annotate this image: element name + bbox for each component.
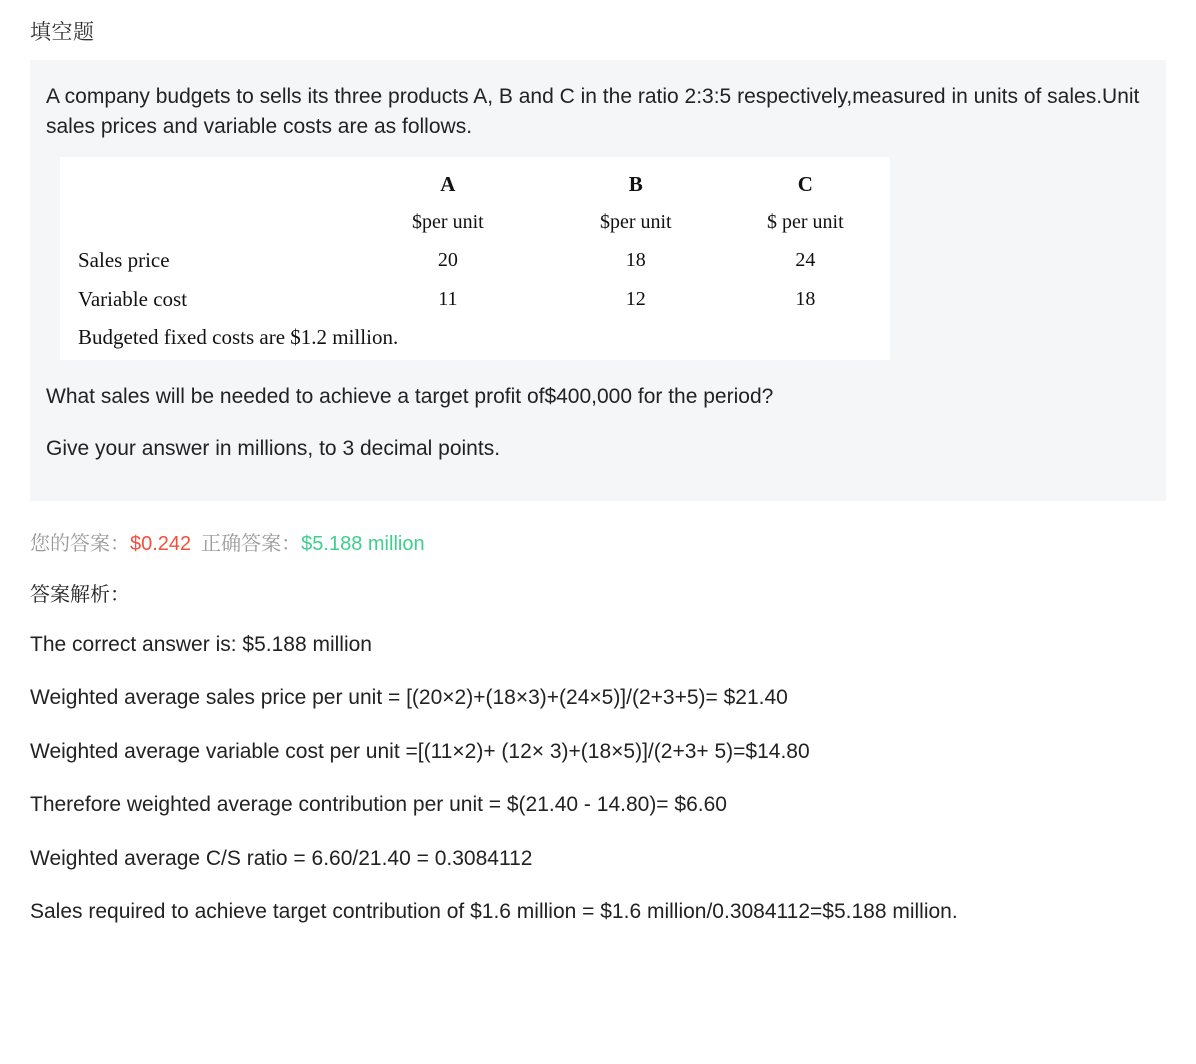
variable-cost-c: 18: [795, 287, 816, 310]
unit-c: $ per unit: [766, 210, 844, 233]
sales-price-c: 24: [795, 248, 816, 271]
unit-blank: [60, 204, 345, 241]
question-prompt-1: What sales will be needed to achieve a target profit of$400,000 for the period?: [46, 384, 774, 408]
explanation-line: The correct answer is: $5.188 million: [30, 632, 372, 656]
question-intro-line2: respectively,measured in units of sales.Unit sales prices and variable costs are as follows.: [46, 85, 1140, 139]
explanation-line: Weighted average C/S ratio = 6.60/21.40 = 0.3084112: [30, 846, 533, 870]
row-label-sales-price: Sales price: [78, 247, 170, 272]
explanation-line: Sales required to achieve target contribution of $1.6 million = $1.6 million/0.3084112=$5.188 million.: [30, 900, 958, 924]
question-prompt-2: Give your answer in millions, to 3 decimal points.: [46, 437, 501, 461]
unit-a: $per unit: [412, 210, 484, 233]
your-answer-value: $0.242: [130, 532, 192, 555]
explanation-line: Weighted average variable cost per unit =[(11×2)+ (12× 3)+(18×5)]/(2+3+ 5)=$14.80: [30, 739, 810, 763]
your-answer-label: 您的答案：: [30, 532, 130, 555]
product-table: [60, 165, 890, 319]
explanation-line: Therefore weighted average contribution per unit = $(21.40 - 14.80)= $6.60: [30, 793, 727, 817]
correct-answer-value: $5.188 million: [301, 532, 425, 555]
explanation-line: Weighted average sales price per unit = [(20×2)+(18×3)+(24×5)]/(2+3+5)= $21.40: [30, 686, 788, 710]
sales-price-b: 18: [625, 248, 646, 271]
table-header-a: A: [440, 171, 456, 196]
sales-price-a: 20: [437, 248, 458, 271]
table-footnote: Budgeted fixed costs are $1.2 million.: [78, 324, 399, 349]
table-header-b: B: [628, 171, 643, 196]
table-header-c: C: [797, 171, 813, 196]
question-card: [30, 60, 1166, 501]
table-header-row: [60, 165, 890, 204]
table-row: [60, 280, 890, 319]
table-header-blank: [60, 165, 345, 204]
table-unit-row: [60, 204, 890, 241]
unit-b: $per unit: [599, 210, 672, 233]
table-row: [60, 241, 890, 280]
correct-answer-label: 正确答案：: [201, 532, 302, 555]
question-intro-line1: A company budgets to sells its three products A, B and C in the ratio 2:3:5: [46, 85, 732, 108]
variable-cost-a: 11: [438, 287, 458, 310]
row-label-variable-cost: Variable cost: [78, 286, 188, 311]
question-intro: [46, 82, 1150, 143]
explanation-body: [30, 629, 1166, 928]
explanation-label: 答案解析：: [30, 583, 130, 606]
variable-cost-b: 12: [625, 287, 646, 310]
section-title: 填空题: [30, 21, 95, 44]
product-table-wrapper: [60, 157, 890, 360]
answer-summary: [30, 527, 1166, 556]
